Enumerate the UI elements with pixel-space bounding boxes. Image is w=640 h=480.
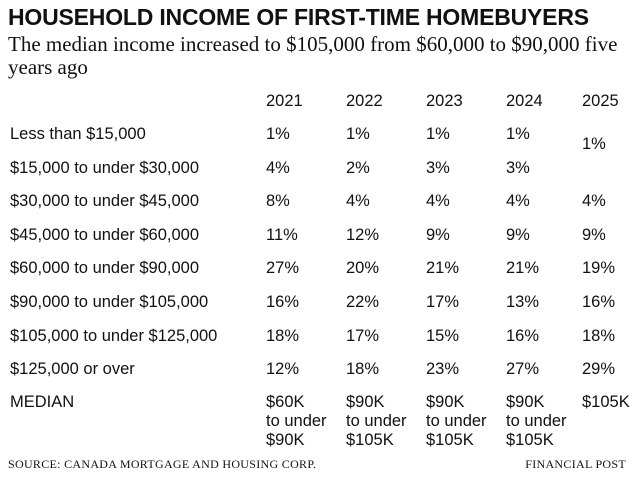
table-cell: 4% — [506, 192, 530, 211]
table-cell: 1% — [266, 125, 290, 143]
table-cell: 18% — [266, 326, 300, 345]
table-row — [2, 185, 638, 219]
table-cell: 22% — [346, 292, 380, 311]
column-header: 2025 — [582, 92, 619, 110]
column-header: 2024 — [506, 92, 543, 110]
median-cell: $90K to under $105K — [346, 392, 407, 449]
row-label: $30,000 to under $45,000 — [10, 192, 200, 211]
table-row — [2, 152, 638, 186]
table-cell: 23% — [426, 360, 460, 379]
table-cell: 4% — [426, 192, 450, 211]
table-row — [2, 252, 638, 286]
table-cell: 8% — [266, 192, 290, 211]
table-cell: 16% — [266, 292, 300, 311]
column-header: 2022 — [346, 92, 383, 110]
table-cell: 19% — [582, 259, 616, 278]
median-cell: $90K to under $105K — [506, 392, 567, 449]
table-cell: 1% — [506, 125, 530, 143]
table-cell: 9% — [506, 225, 530, 244]
row-label: $60,000 to under $90,000 — [10, 259, 200, 278]
table-cell: 17% — [426, 292, 460, 311]
row-label: $45,000 to under $60,000 — [10, 225, 200, 244]
table-cell: 20% — [346, 259, 380, 278]
row-label: Less than $15,000 — [10, 125, 146, 143]
table-cell: 4% — [582, 192, 606, 211]
column-header: 2021 — [266, 92, 303, 110]
table-row — [2, 219, 638, 253]
median-cell: $60K to under $90K — [266, 392, 327, 449]
median-cell: $90K to under $105K — [426, 392, 487, 449]
table-cell: 9% — [426, 225, 450, 244]
table-cell: 18% — [346, 360, 380, 379]
table-cell: 3% — [426, 158, 450, 177]
source-note: SOURCE: CANADA MORTGAGE AND HOUSING CORP. — [8, 457, 317, 471]
table-cell: 16% — [506, 326, 540, 345]
table-cell: 21% — [426, 259, 460, 278]
table-cell: 27% — [266, 259, 300, 278]
table-cell: 11% — [266, 225, 298, 244]
table-cell: 2% — [346, 158, 370, 177]
column-header: 2023 — [426, 92, 463, 110]
median-cell: $105K — [582, 392, 630, 411]
chart-title: HOUSEHOLD INCOME OF FIRST-TIME HOMEBUYERS — [8, 4, 589, 30]
table-cell: 4% — [266, 158, 290, 177]
table-cell: 3% — [506, 158, 530, 177]
income-table — [2, 86, 638, 450]
table-cell: 27% — [506, 360, 540, 379]
table-cell: 29% — [582, 360, 616, 379]
table-cell: 21% — [506, 259, 540, 278]
table-cell: 1% — [346, 125, 370, 143]
publisher-credit: FINANCIAL POST — [525, 457, 626, 471]
table-cell: 4% — [346, 192, 370, 211]
table-cell: 13% — [506, 292, 540, 311]
table-cell: 1% — [426, 125, 450, 143]
table-cell: 15% — [426, 326, 460, 345]
table-cell: 9% — [582, 225, 606, 244]
table-cell: 12% — [346, 225, 380, 244]
table-cell: 12% — [266, 360, 300, 379]
row-label: $15,000 to under $30,000 — [10, 158, 200, 177]
chart-subtitle: The median income increased to $105,000 from $60,000 to $90,000 five years ago — [8, 32, 618, 79]
header-label-spacer — [2, 86, 264, 118]
table-cell: 18% — [582, 326, 616, 345]
table-cell: 17% — [346, 326, 380, 345]
row-label: $125,000 or over — [10, 360, 135, 379]
table-row — [2, 353, 638, 387]
row-label: $105,000 to under $125,000 — [10, 326, 218, 345]
table-row — [2, 286, 638, 320]
table-cell-merged: 1% — [582, 135, 606, 153]
table-cell: 16% — [582, 292, 616, 311]
table-row — [2, 320, 638, 354]
median-label: MEDIAN — [10, 392, 75, 411]
table-row — [2, 118, 638, 152]
header-row — [2, 86, 638, 118]
row-label: $90,000 to under $105,000 — [10, 292, 209, 311]
median-row — [2, 387, 638, 450]
